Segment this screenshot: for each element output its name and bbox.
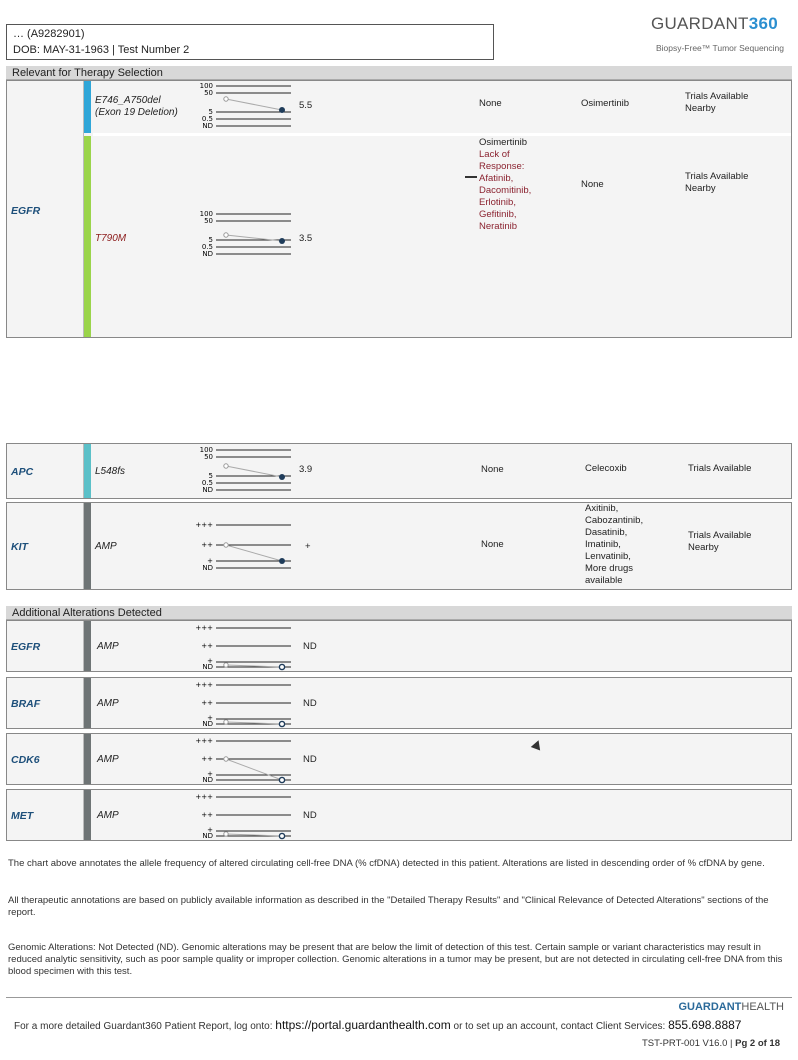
- page-number: Pg 2 of 18: [735, 1038, 780, 1049]
- patient-id: … (A9282901): [13, 28, 85, 40]
- col2-t790m: None: [581, 179, 604, 190]
- scale-tick: +++: [195, 793, 213, 801]
- scale-tick: ND: [202, 832, 213, 840]
- gene-label: BRAF: [11, 698, 41, 710]
- col3-kit: Trials Available Nearby: [688, 530, 752, 553]
- row-separator: [93, 133, 791, 136]
- egfr-therapy-panel: [6, 80, 792, 338]
- kit-strip: [84, 503, 91, 589]
- scale-tick: 5: [208, 236, 213, 244]
- amp-strip: [84, 621, 91, 671]
- scale-tick: +: [207, 826, 213, 834]
- additional-row-egfr: [6, 620, 792, 672]
- egfr-strip-exon19: [84, 81, 91, 133]
- scale-tick: 5: [208, 472, 213, 480]
- cnv-chart: [193, 621, 293, 673]
- variant-l548fs: L548fs: [95, 466, 126, 477]
- scale-tick: 0.5: [201, 115, 213, 123]
- portal-link[interactable]: https://portal.guardanthealth.com: [275, 1018, 451, 1032]
- doc-id: TST-PRT-001 V16.0 | Pg 2 of 18: [642, 1038, 780, 1049]
- col1-exon19: None: [479, 98, 502, 109]
- cnv-chart-kit: [193, 517, 293, 577]
- section-title-additional: Additional Alterations Detected: [6, 606, 792, 620]
- additional-row-braf: [6, 677, 792, 729]
- col2-kit: Axitinib, Cabozantinib, Dasatinib, Imatinib, Lenvatinib, More drugs available: [585, 503, 644, 586]
- scale-tick: 100: [199, 210, 213, 218]
- cnv-value: ND: [303, 641, 317, 652]
- scale-tick: +: [207, 657, 213, 665]
- amp-strip: [84, 734, 91, 784]
- scale-tick: ND: [202, 250, 213, 258]
- variant-amp: AMP: [97, 698, 119, 709]
- af-value-t790m: 3.5: [299, 233, 313, 244]
- footer-note-2: All therapeutic annotations are based on publicly available information as described in the "Detailed Therapy Results" and "Clinical Relevance of Detected Alterations" sections of the report.: [8, 895, 769, 918]
- col3-apc: Trials Available: [688, 463, 752, 474]
- footer-rule: [6, 997, 792, 998]
- egfr-strip-t790m: [84, 136, 91, 337]
- scale-tick: ++: [201, 699, 213, 707]
- variant-t790m: T790M: [95, 233, 127, 244]
- scale-tick: 0.5: [201, 243, 213, 251]
- scale-tick: +: [207, 770, 213, 778]
- additional-row-cdk6: [6, 733, 792, 785]
- footer-note-3: Genomic Alterations: Not Detected (ND). Genomic alterations may be present that are below the limit of detection of this test. Certain sample or variant characteristics may result in reduced analytic sensitivity, such as poor sample quality or improper collection. Genomic alterations in a tumor may be present, but are not detected in circulating cell-free DNA from this blood specimen with this test.: [8, 942, 783, 977]
- scale-tick: +: [207, 557, 213, 565]
- scale-tick: 5: [208, 108, 213, 116]
- gene-label-apc: APC: [11, 466, 34, 478]
- kit-therapy-panel: [6, 502, 792, 590]
- guardant-health-logo: GUARDANTHEALTH: [678, 1001, 784, 1013]
- scale-tick: 50: [204, 89, 213, 97]
- cnv-chart: [193, 734, 293, 786]
- variant-amp: AMP: [97, 754, 119, 765]
- cnv-chart: [193, 790, 293, 842]
- scale-tick: +++: [195, 737, 213, 745]
- scale-tick: ++: [201, 541, 213, 549]
- scale-tick: ND: [202, 776, 213, 784]
- scale-tick: ++: [201, 755, 213, 763]
- scale-tick: ND: [202, 663, 213, 671]
- af-chart-exon19: [193, 81, 293, 133]
- scale-tick: ND: [202, 564, 213, 572]
- scale-tick: ND: [202, 720, 213, 728]
- af-value-apc: 3.9: [299, 464, 313, 475]
- gene-label: CDK6: [11, 754, 40, 766]
- gene-label: MET: [11, 810, 34, 822]
- scale-tick: 50: [204, 453, 213, 461]
- scale-tick: ND: [202, 122, 213, 130]
- scale-tick: ++: [201, 811, 213, 819]
- cnv-value-kit: +: [305, 541, 311, 552]
- guardant360-logo: GUARDANT360: [650, 14, 778, 33]
- scale-tick: +: [207, 714, 213, 722]
- amp-strip: [84, 790, 91, 840]
- scale-tick: ++: [201, 642, 213, 650]
- col1-apc: None: [481, 464, 504, 475]
- cnv-value: ND: [303, 698, 317, 709]
- gene-label-kit: KIT: [11, 541, 28, 553]
- apc-therapy-panel: [6, 443, 792, 499]
- af-chart-apc: [193, 445, 293, 497]
- client-services-phone: 855.698.8887: [668, 1018, 742, 1032]
- col2-apc: Celecoxib: [585, 463, 627, 474]
- col3-t790m: Trials Available Nearby: [685, 171, 749, 194]
- scale-tick: 100: [199, 82, 213, 90]
- col3-exon19: Trials Available Nearby: [685, 91, 749, 114]
- scale-tick: +++: [195, 521, 213, 529]
- scale-tick: +++: [195, 624, 213, 632]
- scale-tick: 50: [204, 217, 213, 225]
- footer-note-1: The chart above annotates the allele frequency of altered circulating cell-free DNA (% cfDNA) detected in this patient. Alterations are listed in descending order of % cfDNA by gene.: [8, 858, 765, 869]
- apc-strip: [84, 444, 91, 498]
- scale-tick: ND: [202, 486, 213, 494]
- col1-kit: None: [481, 539, 504, 550]
- gene-label: EGFR: [11, 641, 41, 653]
- col2-exon19: Osimertinib: [581, 98, 630, 109]
- scale-tick: +++: [195, 681, 213, 689]
- amp-strip: [84, 678, 91, 728]
- variant-amp: AMP: [97, 641, 119, 652]
- gene-label-egfr: EGFR: [11, 205, 41, 217]
- variant-amp: AMP: [97, 810, 119, 821]
- cnv-value: ND: [303, 810, 317, 821]
- af-chart-t790m: [193, 209, 293, 261]
- patient-header: [6, 24, 494, 60]
- arrow-mark: [465, 176, 477, 178]
- scale-tick: 0.5: [201, 479, 213, 487]
- logo-tagline: Biopsy-Free™ Tumor Sequencing: [655, 43, 784, 53]
- portal-line: For a more detailed Guardant360 Patient Report, log onto: https://portal.guardanthealth.com or to set up an account, contact Client Services: 855.698.8887: [14, 1018, 742, 1032]
- patient-dob: DOB: MAY-31-1963 | Test Number 2: [13, 44, 190, 56]
- col1-t790m: Osimertinib Lack of Response: Afatinib, Dacomitinib, Erlotinib, Gefitinib, Neratinib: [479, 137, 532, 232]
- af-value-exon19: 5.5: [299, 100, 313, 111]
- variant-exon19: E746_A750del (Exon 19 Deletion): [95, 95, 178, 118]
- cnv-chart: [193, 678, 293, 730]
- cnv-value: ND: [303, 754, 317, 765]
- section-title-therapy: Relevant for Therapy Selection: [6, 66, 792, 80]
- variant-kit-amp: AMP: [95, 541, 117, 552]
- additional-row-met: [6, 789, 792, 841]
- scale-tick: 100: [199, 446, 213, 454]
